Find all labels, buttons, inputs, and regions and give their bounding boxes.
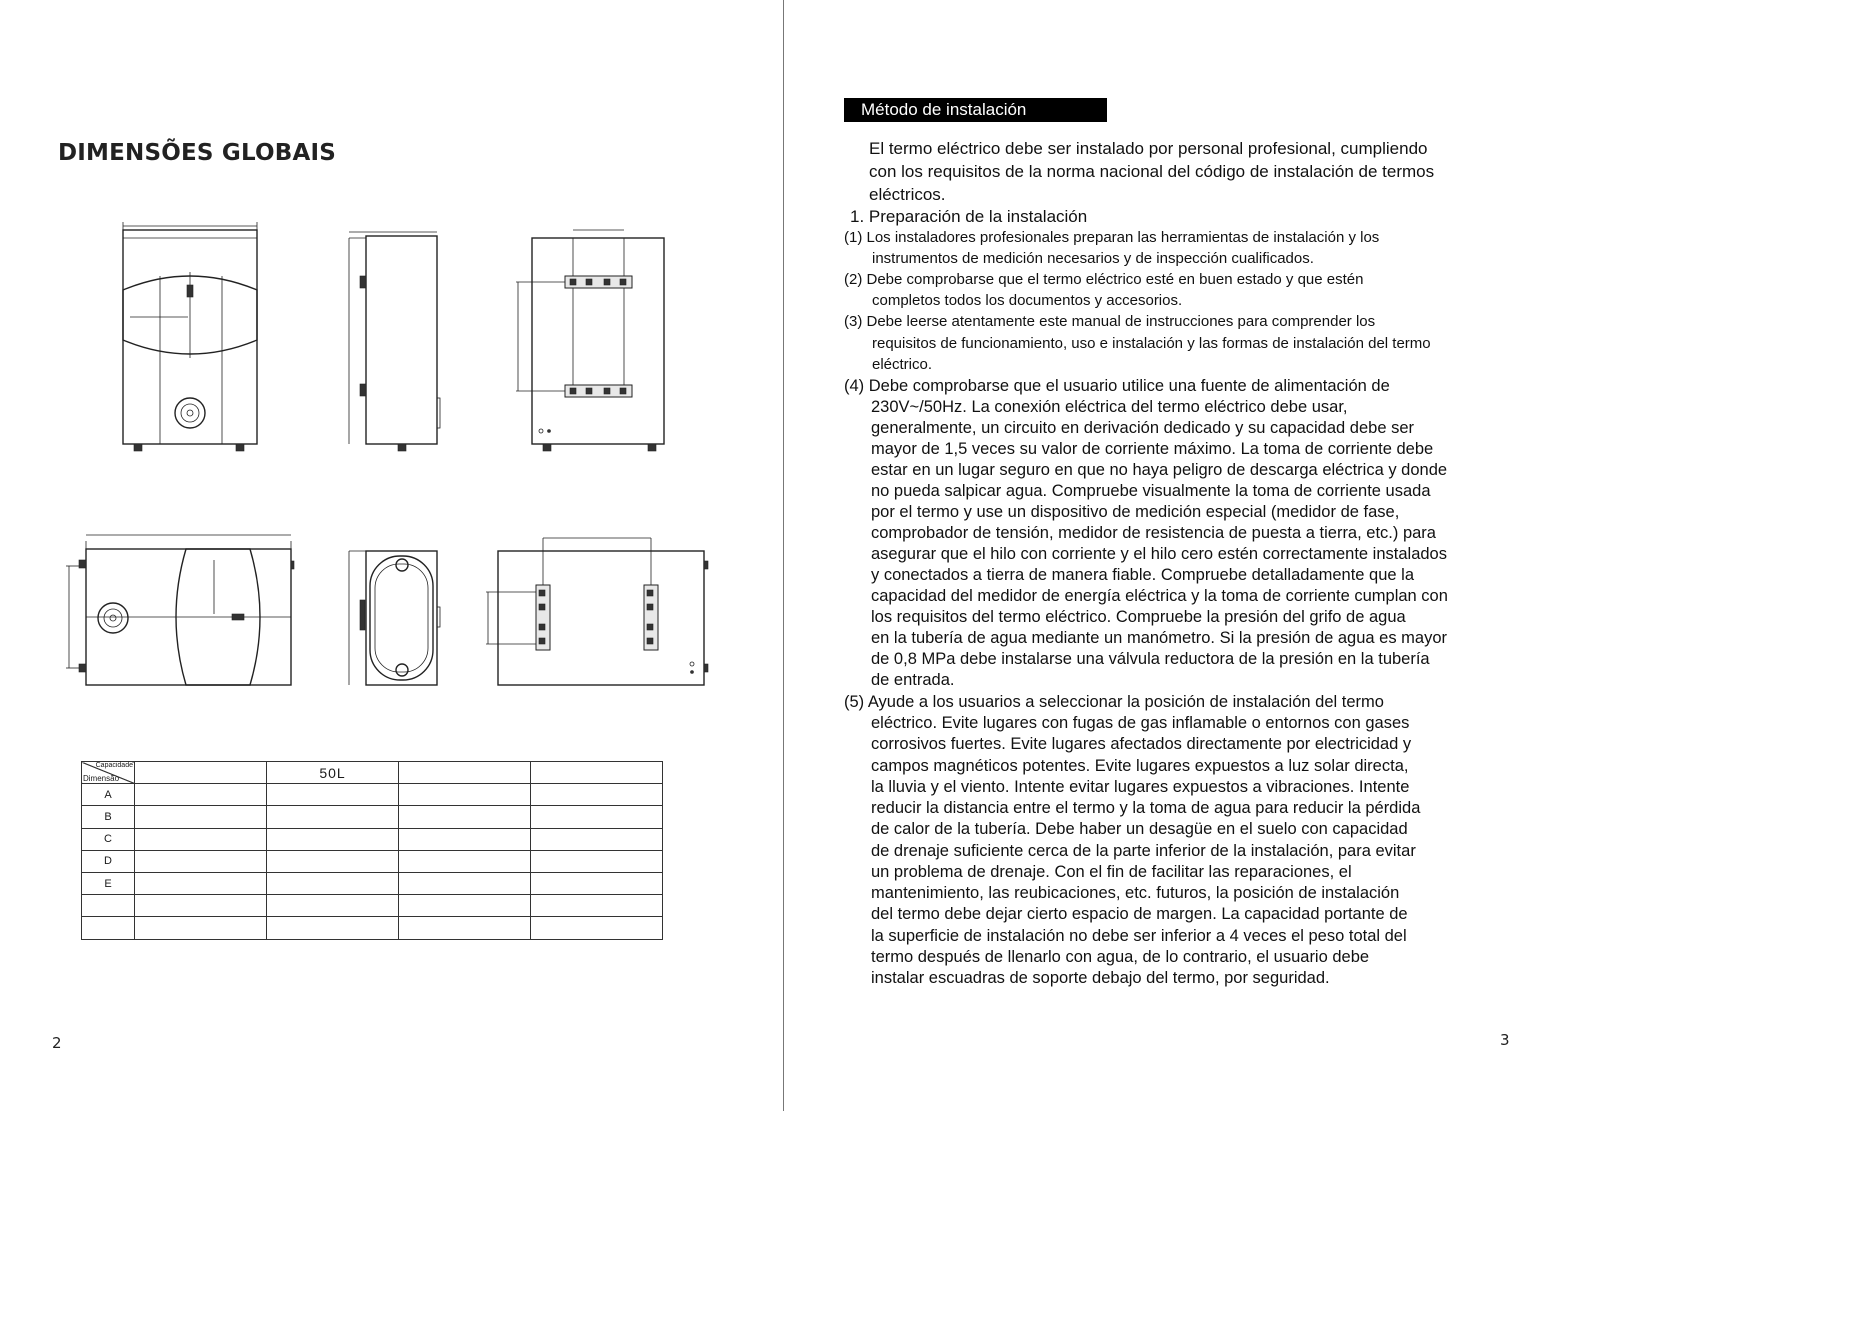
table-cell bbox=[267, 784, 399, 806]
table-header-row bbox=[82, 762, 663, 784]
table-cell bbox=[399, 784, 531, 806]
item-2-line: completos todos los documentos y accesorios. bbox=[872, 292, 1183, 309]
item-4-line: estar en un lugar seguro en que no haya peligro de descarga eléctrica y donde bbox=[871, 461, 1448, 479]
table-cell bbox=[531, 784, 663, 806]
table-cell bbox=[135, 784, 267, 806]
item-4-line: asegurar que el hilo con corriente y el hilo cero estén correctamente instalados bbox=[871, 545, 1447, 563]
table-cell bbox=[399, 850, 531, 872]
table-cell bbox=[399, 762, 531, 784]
item-5-line: eléctrico. Evite lugares con fugas de gas inflamable o entornos con gases bbox=[871, 714, 1410, 732]
item-4-line: por el termo y use un dispositivo de medición especial (medidor de fase, bbox=[871, 503, 1400, 521]
table-cell bbox=[267, 828, 399, 850]
item-4-line: no pueda salpicar agua. Compruebe visualmente la toma de corriente usada bbox=[871, 482, 1431, 500]
table-cell bbox=[399, 872, 531, 894]
item-5-line: un problema de drenaje. Con el fin de facilitar las reparaciones, el bbox=[871, 863, 1352, 881]
table-cell bbox=[267, 850, 399, 872]
capacity-50l-cell: 50L bbox=[267, 762, 399, 784]
horizontal-side-view bbox=[349, 551, 440, 685]
item-3-line: (3) Debe leerse atentamente este manual de instrucciones para comprender los bbox=[844, 313, 1376, 330]
item-4-line: capacidad del medidor de energía eléctrica y la toma de corriente cumplan con bbox=[871, 587, 1448, 605]
table-cell bbox=[399, 917, 531, 939]
table-cell bbox=[267, 806, 399, 828]
item-5-line: de calor de la tubería. Debe haber un desagüe en el suelo con capacidad bbox=[871, 820, 1408, 838]
item-3-line: eléctrico. bbox=[872, 356, 933, 373]
section-heading: Método de instalación bbox=[861, 100, 1027, 119]
table-row bbox=[82, 806, 663, 828]
item-4-line: comprobador de tensión, medidor de resistencia de puesta a tierra, etc.) para bbox=[871, 524, 1436, 542]
item-5-line: la lluvia y el viento. Intente evitar lugares expuestos a vibraciones. Intente bbox=[871, 778, 1410, 796]
row-label bbox=[82, 917, 135, 939]
section-heading-bar bbox=[844, 98, 1107, 122]
table-cell bbox=[531, 762, 663, 784]
table-cell bbox=[531, 895, 663, 917]
dimension-drawings bbox=[0, 0, 783, 765]
table-cell bbox=[135, 895, 267, 917]
table-cell bbox=[135, 872, 267, 894]
item-5-line: campos magnéticos potentes. Evite lugares expuestos a luz solar directa, bbox=[871, 757, 1409, 775]
row-label: C bbox=[82, 828, 135, 850]
item-4-line: en la tubería de agua mediante un manómetro. Si la presión de agua es mayor bbox=[871, 629, 1448, 647]
item-4-line: de 0,8 MPa debe instalarse una válvula reductora de la presión en la tubería bbox=[871, 650, 1430, 668]
item-4-line: y conectados a tierra de manera fiable. Compruebe detalladamente que la bbox=[871, 566, 1415, 584]
item-4-line: los requisitos del termo eléctrico. Compruebe la presión del grifo de agua bbox=[871, 608, 1406, 626]
table-cell bbox=[135, 917, 267, 939]
row-label: E bbox=[82, 872, 135, 894]
table-corner-cell bbox=[82, 762, 135, 784]
page-title: DIMENSÕES GLOBAIS bbox=[58, 140, 337, 166]
left-page bbox=[0, 0, 783, 1111]
horizontal-front-view bbox=[66, 535, 294, 685]
item-4-line: 230V~/50Hz. La conexión eléctrica del termo eléctrico debe usar, bbox=[871, 398, 1348, 416]
item-3-line: requisitos de funcionamiento, uso e instalación y las formas de instalación del termo bbox=[872, 335, 1431, 352]
item-5-line: de drenaje suficiente cerca de la parte inferior de la instalación, para evitar bbox=[871, 842, 1416, 860]
item-5-line: corrosivos fuertes. Evite lugares afectados directamente por electricidad y bbox=[871, 735, 1412, 753]
item-5-line: mantenimiento, las reubicaciones, etc. futuros, la posición de instalación bbox=[871, 884, 1400, 902]
table-row bbox=[82, 784, 663, 806]
table-cell bbox=[135, 850, 267, 872]
table-row bbox=[82, 872, 663, 894]
table-cell bbox=[267, 917, 399, 939]
table-row bbox=[82, 917, 663, 939]
item-4-line: mayor de 1,5 veces su valor de corriente máximo. La toma de corriente debe bbox=[871, 440, 1434, 458]
item-5-line: termo después de llenarlo con agua, de lo contrario, el usuario debe bbox=[871, 948, 1370, 966]
vertical-side-view bbox=[349, 232, 440, 451]
item-5-line: reducir la distancia entre el termo y la toma de agua para reducir la pérdida bbox=[871, 799, 1421, 817]
dimension-header: Dimensão bbox=[83, 774, 120, 784]
item-5-line: la superficie de instalación no debe ser inferior a 4 veces el peso total del bbox=[871, 927, 1407, 945]
heater-technical-drawings bbox=[0, 0, 783, 760]
page-number-right: 3 bbox=[1500, 1031, 1510, 1049]
page-number-left: 2 bbox=[52, 1034, 62, 1052]
table-cell bbox=[135, 806, 267, 828]
table-row bbox=[82, 828, 663, 850]
capacity-header: Capacidade bbox=[95, 762, 133, 769]
table-cell bbox=[399, 828, 531, 850]
item-5-line: (5) Ayude a los usuarios a seleccionar la posición de instalación del termo bbox=[844, 693, 1384, 711]
table-cell bbox=[531, 872, 663, 894]
intro-line: eléctricos. bbox=[869, 185, 946, 204]
item-2-line: (2) Debe comprobarse que el termo eléctrico esté en buen estado y que estén bbox=[844, 271, 1364, 288]
horizontal-rear-view bbox=[486, 538, 708, 685]
intro-line: El termo eléctrico debe ser instalado por personal profesional, cumpliendo bbox=[869, 139, 1428, 158]
table-cell bbox=[267, 895, 399, 917]
intro-line: con los requisitos de la norma nacional del código de instalación de termos bbox=[869, 162, 1435, 181]
row-label bbox=[82, 895, 135, 917]
row-label: B bbox=[82, 806, 135, 828]
table-cell bbox=[531, 850, 663, 872]
step-heading: 1. Preparación de la instalación bbox=[850, 207, 1088, 226]
table-cell bbox=[267, 872, 399, 894]
table-cell bbox=[399, 895, 531, 917]
item-1-line: (1) Los instaladores profesionales preparan las herramientas de instalación y los bbox=[844, 229, 1380, 246]
table-row bbox=[82, 850, 663, 872]
item-1-line: instrumentos de medición necesarios y de inspección cualificados. bbox=[872, 250, 1314, 267]
row-label: A bbox=[82, 784, 135, 806]
vertical-rear-view bbox=[516, 230, 664, 451]
item-5-line: instalar escuadras de soporte debajo del termo, por seguridad. bbox=[871, 969, 1330, 987]
table-cell bbox=[531, 828, 663, 850]
row-label: D bbox=[82, 850, 135, 872]
item-4-line: (4) Debe comprobarse que el usuario utilice una fuente de alimentación de bbox=[844, 377, 1390, 395]
dimensions-table bbox=[81, 761, 663, 940]
table-cell bbox=[399, 806, 531, 828]
table-row bbox=[82, 895, 663, 917]
table-cell bbox=[531, 917, 663, 939]
table-cell bbox=[135, 762, 267, 784]
item-4-line: generalmente, un circuito en derivación dedicado y su capacidad debe ser bbox=[871, 419, 1415, 437]
table-cell bbox=[135, 828, 267, 850]
item-4-line: de entrada. bbox=[871, 671, 955, 689]
table-cell bbox=[531, 806, 663, 828]
item-5-line: del termo debe dejar cierto espacio de margen. La capacidad portante de bbox=[871, 905, 1408, 923]
vertical-front-view bbox=[123, 222, 257, 451]
